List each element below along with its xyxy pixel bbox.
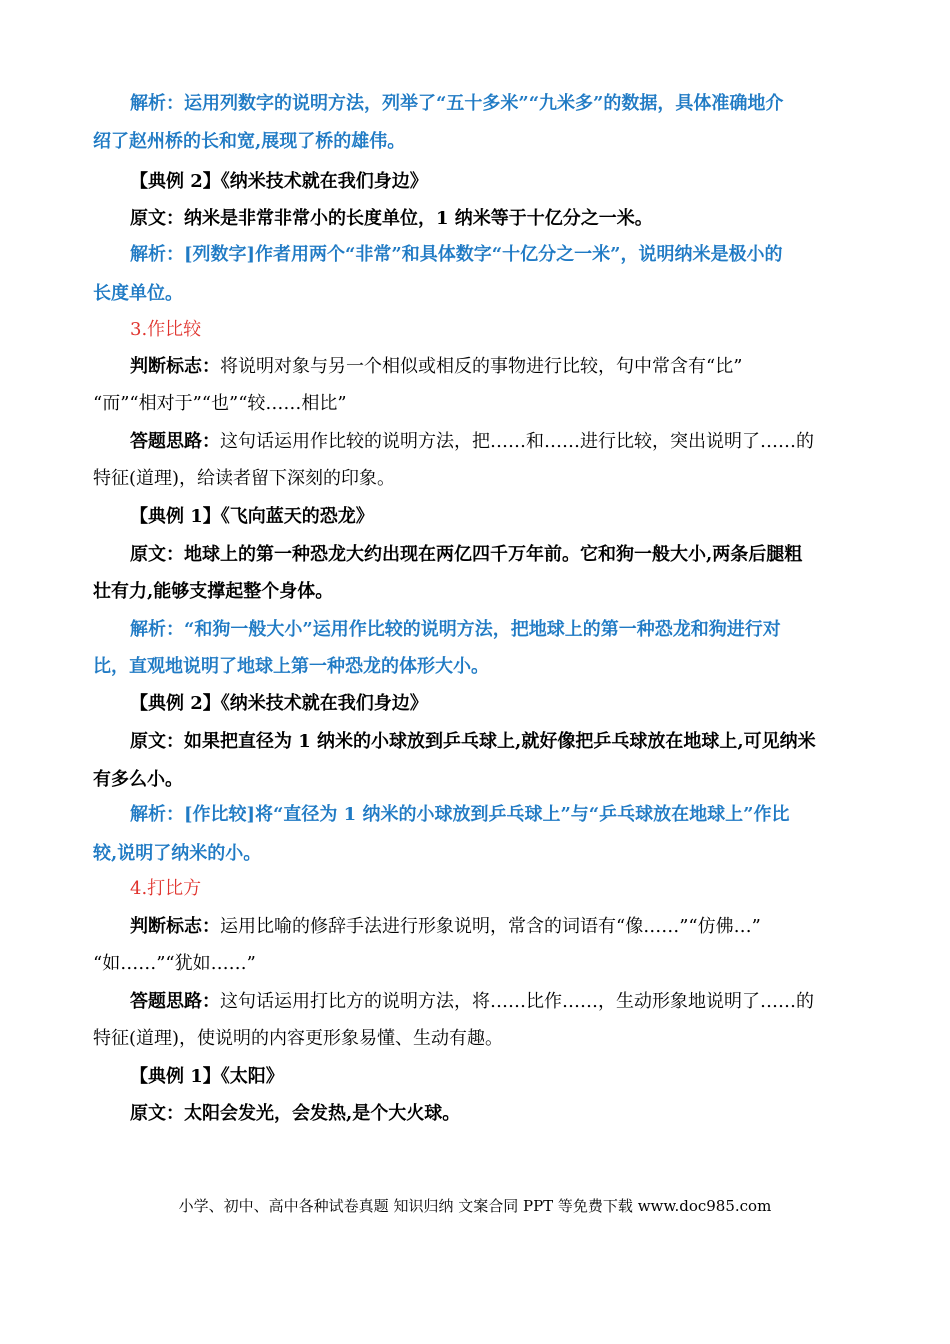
analysis-line: 较,说明了纳米的小。 — [93, 843, 262, 864]
analysis-line: 解析：运用列数字的说明方法，列举了“五十多米”“九米多”的数据，具体准确地介 — [130, 93, 784, 114]
criteria-text: 运用比喻的修辞手法进行形象说明，常含的词语有“像……”“仿佛…” — [220, 916, 761, 937]
criteria-label: 判断标志： — [130, 356, 220, 377]
example-heading: 【典例 2】《纳米技术就在我们身边》 — [130, 693, 428, 714]
criteria-label: 判断标志： — [130, 916, 220, 937]
criteria-line: “如……”“犹如……” — [93, 953, 256, 974]
answer-approach-line: 特征(道理)，使说明的内容更形象易懂、生动有趣。 — [93, 1028, 504, 1049]
criteria-text: 将说明对象与另一个相似或相反的事物进行比较，句中常含有“比” — [220, 356, 743, 377]
original-text-line: 有多么小。 — [93, 769, 183, 790]
original-text-line: 原文：地球上的第一种恐龙大约出现在两亿四千万年前。它和狗一般大小,两条后腿粗 — [130, 544, 803, 565]
example-heading: 【典例 1】《太阳》 — [130, 1066, 284, 1087]
criteria-line — [130, 915, 900, 939]
original-text-line: 壮有力,能够支撑起整个身体。 — [93, 581, 334, 602]
analysis-line: 长度单位。 — [93, 283, 183, 304]
answer-approach-line — [130, 990, 900, 1014]
analysis-line: 绍了赵州桥的长和宽,展现了桥的雄伟。 — [93, 131, 406, 152]
answer-approach-text: 这句话运用作比较的说明方法，把……和……进行比较，突出说明了……的 — [220, 431, 814, 452]
example-heading: 【典例 2】《纳米技术就在我们身边》 — [130, 171, 428, 192]
answer-approach-label: 答题思路： — [130, 431, 220, 452]
analysis-line: 解析：[作比较]将“直径为 1 纳米的小球放到乒乓球上”与“乒乓球放在地球上”作比 — [130, 804, 790, 825]
answer-approach-text: 这句话运用打比方的说明方法，将……比作……，生动形象地说明了……的 — [220, 991, 814, 1012]
analysis-line: 解析：“和狗一般大小”运用作比较的说明方法，把地球上的第一种恐龙和狗进行对 — [130, 619, 781, 640]
original-text-line: 原文：纳米是非常非常小的长度单位，1 纳米等于十亿分之一米。 — [130, 208, 653, 229]
page-footer: 小学、初中、高中各种试卷真题 知识归纳 文案合同 PPT 等免费下载 www.doc985.com — [178, 1197, 772, 1215]
original-text-line: 原文：如果把直径为 1 纳米的小球放到乒乓球上,就好像把乒乓球放在地球上,可见纳米 — [130, 731, 816, 752]
answer-approach-line: 特征(道理)，给读者留下深刻的印象。 — [93, 468, 396, 489]
criteria-line: “而”“相对于”“也”“较……相比” — [93, 393, 347, 414]
section-heading: 3.作比较 — [130, 319, 202, 340]
analysis-line: 解析：[列数字]作者用两个“非常”和具体数字“十亿分之一米”，说明纳米是极小的 — [130, 244, 783, 265]
example-heading: 【典例 1】《飞向蓝天的恐龙》 — [130, 506, 374, 527]
criteria-line — [130, 355, 900, 379]
answer-approach-label: 答题思路： — [130, 991, 220, 1012]
section-heading: 4.打比方 — [130, 878, 202, 899]
original-text-line: 原文：太阳会发光，会发热,是个大火球。 — [130, 1103, 461, 1124]
answer-approach-line — [130, 430, 900, 454]
analysis-line: 比，直观地说明了地球上第一种恐龙的体形大小。 — [93, 656, 489, 677]
